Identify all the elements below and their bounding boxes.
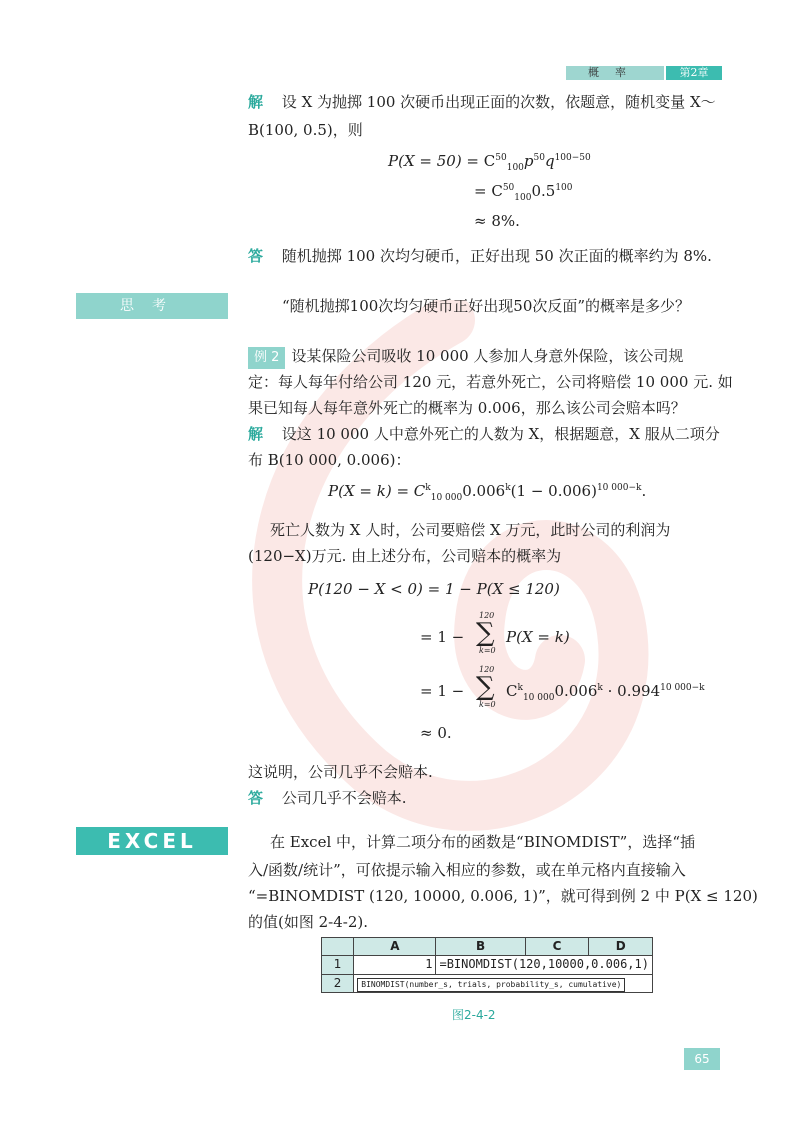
binomial-formula-lhs: P(X = k) = C	[328, 482, 426, 500]
sum2-sigma: ∑	[476, 672, 495, 702]
sum2-top: 120	[479, 665, 495, 674]
solution1-eq1-p-sup: 50	[533, 153, 545, 163]
answer1-line	[248, 242, 712, 270]
solution2-label: 解	[248, 425, 264, 443]
derivation-step3-post	[506, 682, 705, 703]
think-side-label: 思考	[76, 293, 228, 319]
solution1-eq1-q: q	[544, 152, 555, 170]
solution1-eq1-p: p	[523, 152, 534, 170]
solution1-eq1-lhs: P(X = 50) =	[388, 152, 484, 170]
example2-line3: 果已知每人每年意外死亡的概率为 0.006，那么该公司会赔本吗？	[248, 399, 686, 417]
row-header-2[interactable]: 2	[322, 974, 354, 992]
derivation-step3-sup: k	[517, 683, 523, 693]
derivation-step2-post: P(X = k)	[506, 628, 570, 646]
header-chapter-label: 第2章	[666, 66, 722, 80]
solution1-eq1-sub: 100	[506, 163, 524, 173]
column-header-c[interactable]: C	[525, 938, 589, 956]
example2-line2: 定：每人每年付给公司 120 元，若意外死亡，公司将赔偿 10 000 元. 如	[248, 373, 733, 391]
binomial-formula	[328, 482, 646, 503]
solution1-eq3-text: ≈ 8%.	[474, 212, 520, 230]
derivation-step3-sub: 10 000	[522, 693, 555, 703]
answer1-label: 答	[248, 247, 264, 265]
solution2-line2: 布 B(10 000, 0.006)：	[248, 451, 411, 469]
example2-text1: 设某保险公司吸收 10 000 人参加人身意外保险，该公司规	[291, 347, 684, 365]
derivation-step3-mid-sup: k	[597, 683, 603, 693]
binomial-formula-tail-sup: 10 000−k	[596, 483, 642, 493]
spreadsheet-header-row	[322, 938, 653, 956]
solution1-eq2-sub: 100	[514, 193, 532, 203]
solution1-eq1	[388, 152, 591, 173]
solution1-eq2-base: 0.5	[531, 182, 556, 200]
answer2-text: 公司几乎不会赔本.	[281, 789, 407, 807]
derivation-step3-tail: · 0.994	[602, 682, 661, 700]
binomial-formula-mid-sup: k	[505, 483, 511, 493]
derivation-step3	[420, 682, 464, 700]
solution1-eq2-c: = C	[474, 182, 503, 200]
derivation-step4	[420, 724, 452, 742]
figure-caption: 图2-4-2	[452, 1008, 496, 1022]
excel-side-label: EXCEL	[76, 827, 228, 855]
excel-line4: 的值(如图 2-4-2).	[248, 913, 369, 931]
solution1-eq2-sup: 50	[502, 183, 515, 193]
solution2-para1: 死亡人数为 X 人时，公司要赔偿 X 万元，此时公司的利润为	[270, 521, 671, 539]
cell-b1-formula[interactable]: =BINOMDIST(120,10000,0.006,1)	[436, 956, 653, 974]
solution1-eq2	[474, 182, 573, 203]
example2-line1	[248, 342, 683, 370]
sum1-bottom: k=0	[479, 646, 496, 655]
column-header-b[interactable]: B	[436, 938, 525, 956]
sum1-sigma: ∑	[476, 618, 495, 648]
solution1-eq1-q-sup: 100−50	[554, 153, 591, 163]
row-header-1[interactable]: 1	[322, 956, 354, 974]
cell-a2[interactable]	[354, 974, 653, 992]
solution1-eq1-sup: 50	[495, 153, 507, 163]
think-text: “随机抛掷100次均匀硬币正好出现50次反面”的概率是多少？	[282, 297, 691, 315]
derivation-step4-text: ≈ 0.	[420, 724, 452, 742]
derivation-step3-mid: 0.006	[554, 682, 598, 700]
spreadsheet-row-1	[322, 956, 653, 974]
answer1-text: 随机抛掷 100 次均匀硬币，正好出现 50 次正面的概率约为 8%.	[281, 247, 712, 265]
binomial-formula-end: .	[641, 482, 647, 500]
excel-line1: 在 Excel 中，计算二项分布的函数是“BINOMDIST”，选择“插	[270, 833, 695, 851]
column-header-d[interactable]: D	[589, 938, 653, 956]
binomial-formula-sup: k	[425, 483, 431, 493]
solution2-line1	[248, 420, 720, 448]
conclusion-text: 这说明，公司几乎不会赔本.	[248, 763, 433, 781]
derivation-step3-pre: = 1 −	[420, 682, 465, 700]
derivation-step1: P(120 − X < 0) = 1 − P(X ≤ 120)	[308, 580, 560, 598]
corner-cell[interactable]	[322, 938, 354, 956]
derivation-step2	[420, 628, 464, 646]
answer2-line	[248, 784, 407, 812]
solution1-eq1-c: C	[483, 152, 496, 170]
derivation-step3-tail-sup: 10 000−k	[660, 683, 705, 693]
derivation-step3-c: C	[506, 682, 518, 700]
binomial-formula-mid: 0.006	[462, 482, 506, 500]
spreadsheet-figure	[321, 937, 653, 993]
solution2-para2: (120−X)万元. 由上述分布，公司赔本的概率为	[248, 547, 562, 565]
example2-badge: 例 2	[248, 347, 285, 369]
spreadsheet-row-2	[322, 974, 653, 992]
function-tooltip: BINOMDIST(number_s, trials, probability_s, cumulative)	[357, 978, 625, 992]
excel-line2: 入/函数/统计”，可依提示输入相应的参数，或在单元格内直接输入	[248, 861, 686, 879]
solution1-line1	[248, 88, 716, 116]
binomial-formula-tail: (1 − 0.006)	[510, 482, 597, 500]
page-number: 65	[684, 1048, 720, 1070]
solution1-eq2-base-sup: 100	[555, 183, 573, 193]
solution1-eq3	[474, 212, 520, 230]
derivation-step2-pre: = 1 −	[420, 628, 465, 646]
solution1-label: 解	[248, 93, 264, 111]
sum1-top: 120	[479, 611, 495, 620]
sum2-bottom: k=0	[479, 700, 496, 709]
solution1-text1: 设 X 为抛掷 100 次硬币出现正面的次数，依题意，随机变量 X～	[281, 93, 716, 111]
solution2-text1: 设这 10 000 人中意外死亡的人数为 X，根据题意，X 服从二项分	[281, 425, 720, 443]
column-header-a[interactable]: A	[354, 938, 436, 956]
answer2-label: 答	[248, 789, 264, 807]
binomial-formula-sub: 10 000	[430, 493, 463, 503]
header-section-label: 概率	[566, 66, 664, 80]
cell-a1[interactable]: 1	[354, 956, 436, 974]
solution1-line2: B(100, 0.5)，则	[248, 121, 363, 139]
excel-line3: “=BINOMDIST (120, 10000, 0.006, 1)”，就可得到例 2 中 P(X ≤ 120)	[248, 887, 758, 905]
